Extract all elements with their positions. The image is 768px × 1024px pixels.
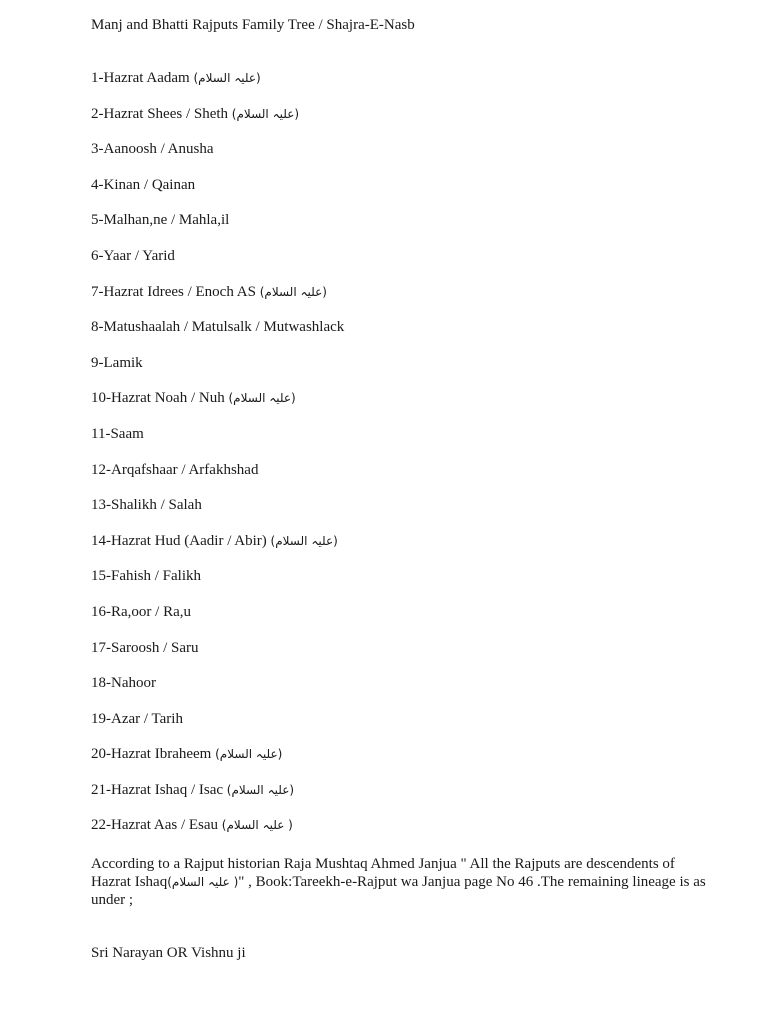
- lineage-list: [91, 68, 344, 851]
- lineage-entry: [91, 815, 344, 851]
- lineage-entry: [91, 68, 344, 104]
- lineage-entry-text: 14-Hazrat Hud (Aadir / Abir): [91, 532, 271, 549]
- lineage-entry: [91, 104, 344, 140]
- lineage-entry: [91, 175, 344, 211]
- lineage-entry-text: 18-Nahoor: [91, 675, 156, 692]
- paragraph-text-after: " , Book:Tareekh-e-Rajput wa Janjua page No 46 .The remaining lineage is as under ;: [91, 874, 706, 908]
- lineage-entry-arabic-honorific: (علیہ السلام): [193, 71, 261, 85]
- lineage-entry-text: 10-Hazrat Noah / Nuh: [91, 390, 229, 407]
- lineage-entry: [91, 495, 344, 531]
- lineage-entry: [91, 709, 344, 745]
- lineage-entry: [91, 602, 344, 638]
- lineage-entry: [91, 388, 344, 424]
- lineage-entry: [91, 566, 344, 602]
- lineage-entry-arabic-honorific: (علیہ السلام): [226, 782, 295, 797]
- lineage-entry-text: 1-Hazrat Aadam: [91, 70, 194, 86]
- paragraph-text-before: According to a Rajput historian Raja Mushtaq Ahmed Janjua " All the Rajputs are descendents of Hazrat Ishaq: [91, 856, 675, 890]
- lineage-entry-text: 21-Hazrat Ishaq / Isac: [91, 781, 227, 798]
- lineage-entry-text: 2-Hazrat Shees / Sheth: [91, 105, 232, 122]
- lineage-entry-text: 19-Azar / Tarih: [91, 710, 183, 727]
- lineage-entry-text: 3-Aanoosh / Anusha: [91, 141, 214, 158]
- lineage-entry-arabic-honorific: (علیہ السلام): [259, 284, 327, 299]
- lineage-entry-text: 13-Shalikh / Salah: [91, 497, 202, 514]
- lineage-entry: [91, 424, 344, 460]
- lineage-entry-text: 20-Hazrat Ibraheem: [91, 746, 216, 763]
- lineage-entry: [91, 531, 344, 567]
- lineage-entry-arabic-honorific: (علیہ السلام): [215, 747, 283, 762]
- lineage-continuation-line: Sri Narayan OR Vishnu ji: [91, 945, 246, 961]
- lineage-entry-text: 6-Yaar / Yarid: [91, 247, 175, 264]
- lineage-entry-text: 8-Matushaalah / Matulsalk / Mutwashlack: [91, 319, 345, 336]
- lineage-entry: [91, 317, 344, 353]
- lineage-entry: [91, 353, 344, 389]
- lineage-entry: [91, 282, 344, 318]
- lineage-entry-text: 11-Saam: [91, 425, 144, 442]
- lineage-entry-text: 7-Hazrat Idrees / Enoch AS: [91, 283, 260, 300]
- lineage-entry-text: 17-Saroosh / Saru: [91, 639, 199, 656]
- lineage-entry: [91, 744, 344, 780]
- lineage-entry-arabic-honorific: ( علیہ السلام): [221, 818, 293, 833]
- lineage-entry-text: 16-Ra,oor / Ra,u: [91, 603, 191, 620]
- lineage-entry: [91, 460, 344, 496]
- lineage-entry: [91, 139, 344, 175]
- lineage-entry-text: 15-Fahish / Falikh: [91, 568, 202, 585]
- lineage-entry-arabic-honorific: (علیہ السلام): [270, 533, 338, 548]
- source-paragraph: [91, 855, 716, 909]
- lineage-entry-arabic-honorific: (علیہ السلام): [231, 106, 300, 121]
- lineage-entry-arabic-honorific: (علیہ السلام): [228, 391, 296, 406]
- lineage-entry-text: 12-Arqafshaar / Arfakhshad: [91, 461, 259, 478]
- lineage-entry-text: 5-Malhan,ne / Mahla,il: [91, 212, 230, 229]
- paragraph-arabic-honorific: ( علیہ السلام): [167, 875, 239, 889]
- lineage-entry: [91, 246, 344, 282]
- lineage-entry-text: 9-Lamik: [91, 354, 143, 371]
- lineage-entry-text: 4-Kinan / Qainan: [91, 176, 196, 193]
- lineage-entry: [91, 638, 344, 674]
- lineage-entry: [91, 780, 344, 816]
- lineage-entry: [91, 210, 344, 246]
- document-title: Manj and Bhatti Rajputs Family Tree / Shajra-E-Nasb: [91, 17, 415, 33]
- lineage-entry: [91, 673, 344, 709]
- lineage-entry-text: 22-Hazrat Aas / Esau: [91, 817, 222, 834]
